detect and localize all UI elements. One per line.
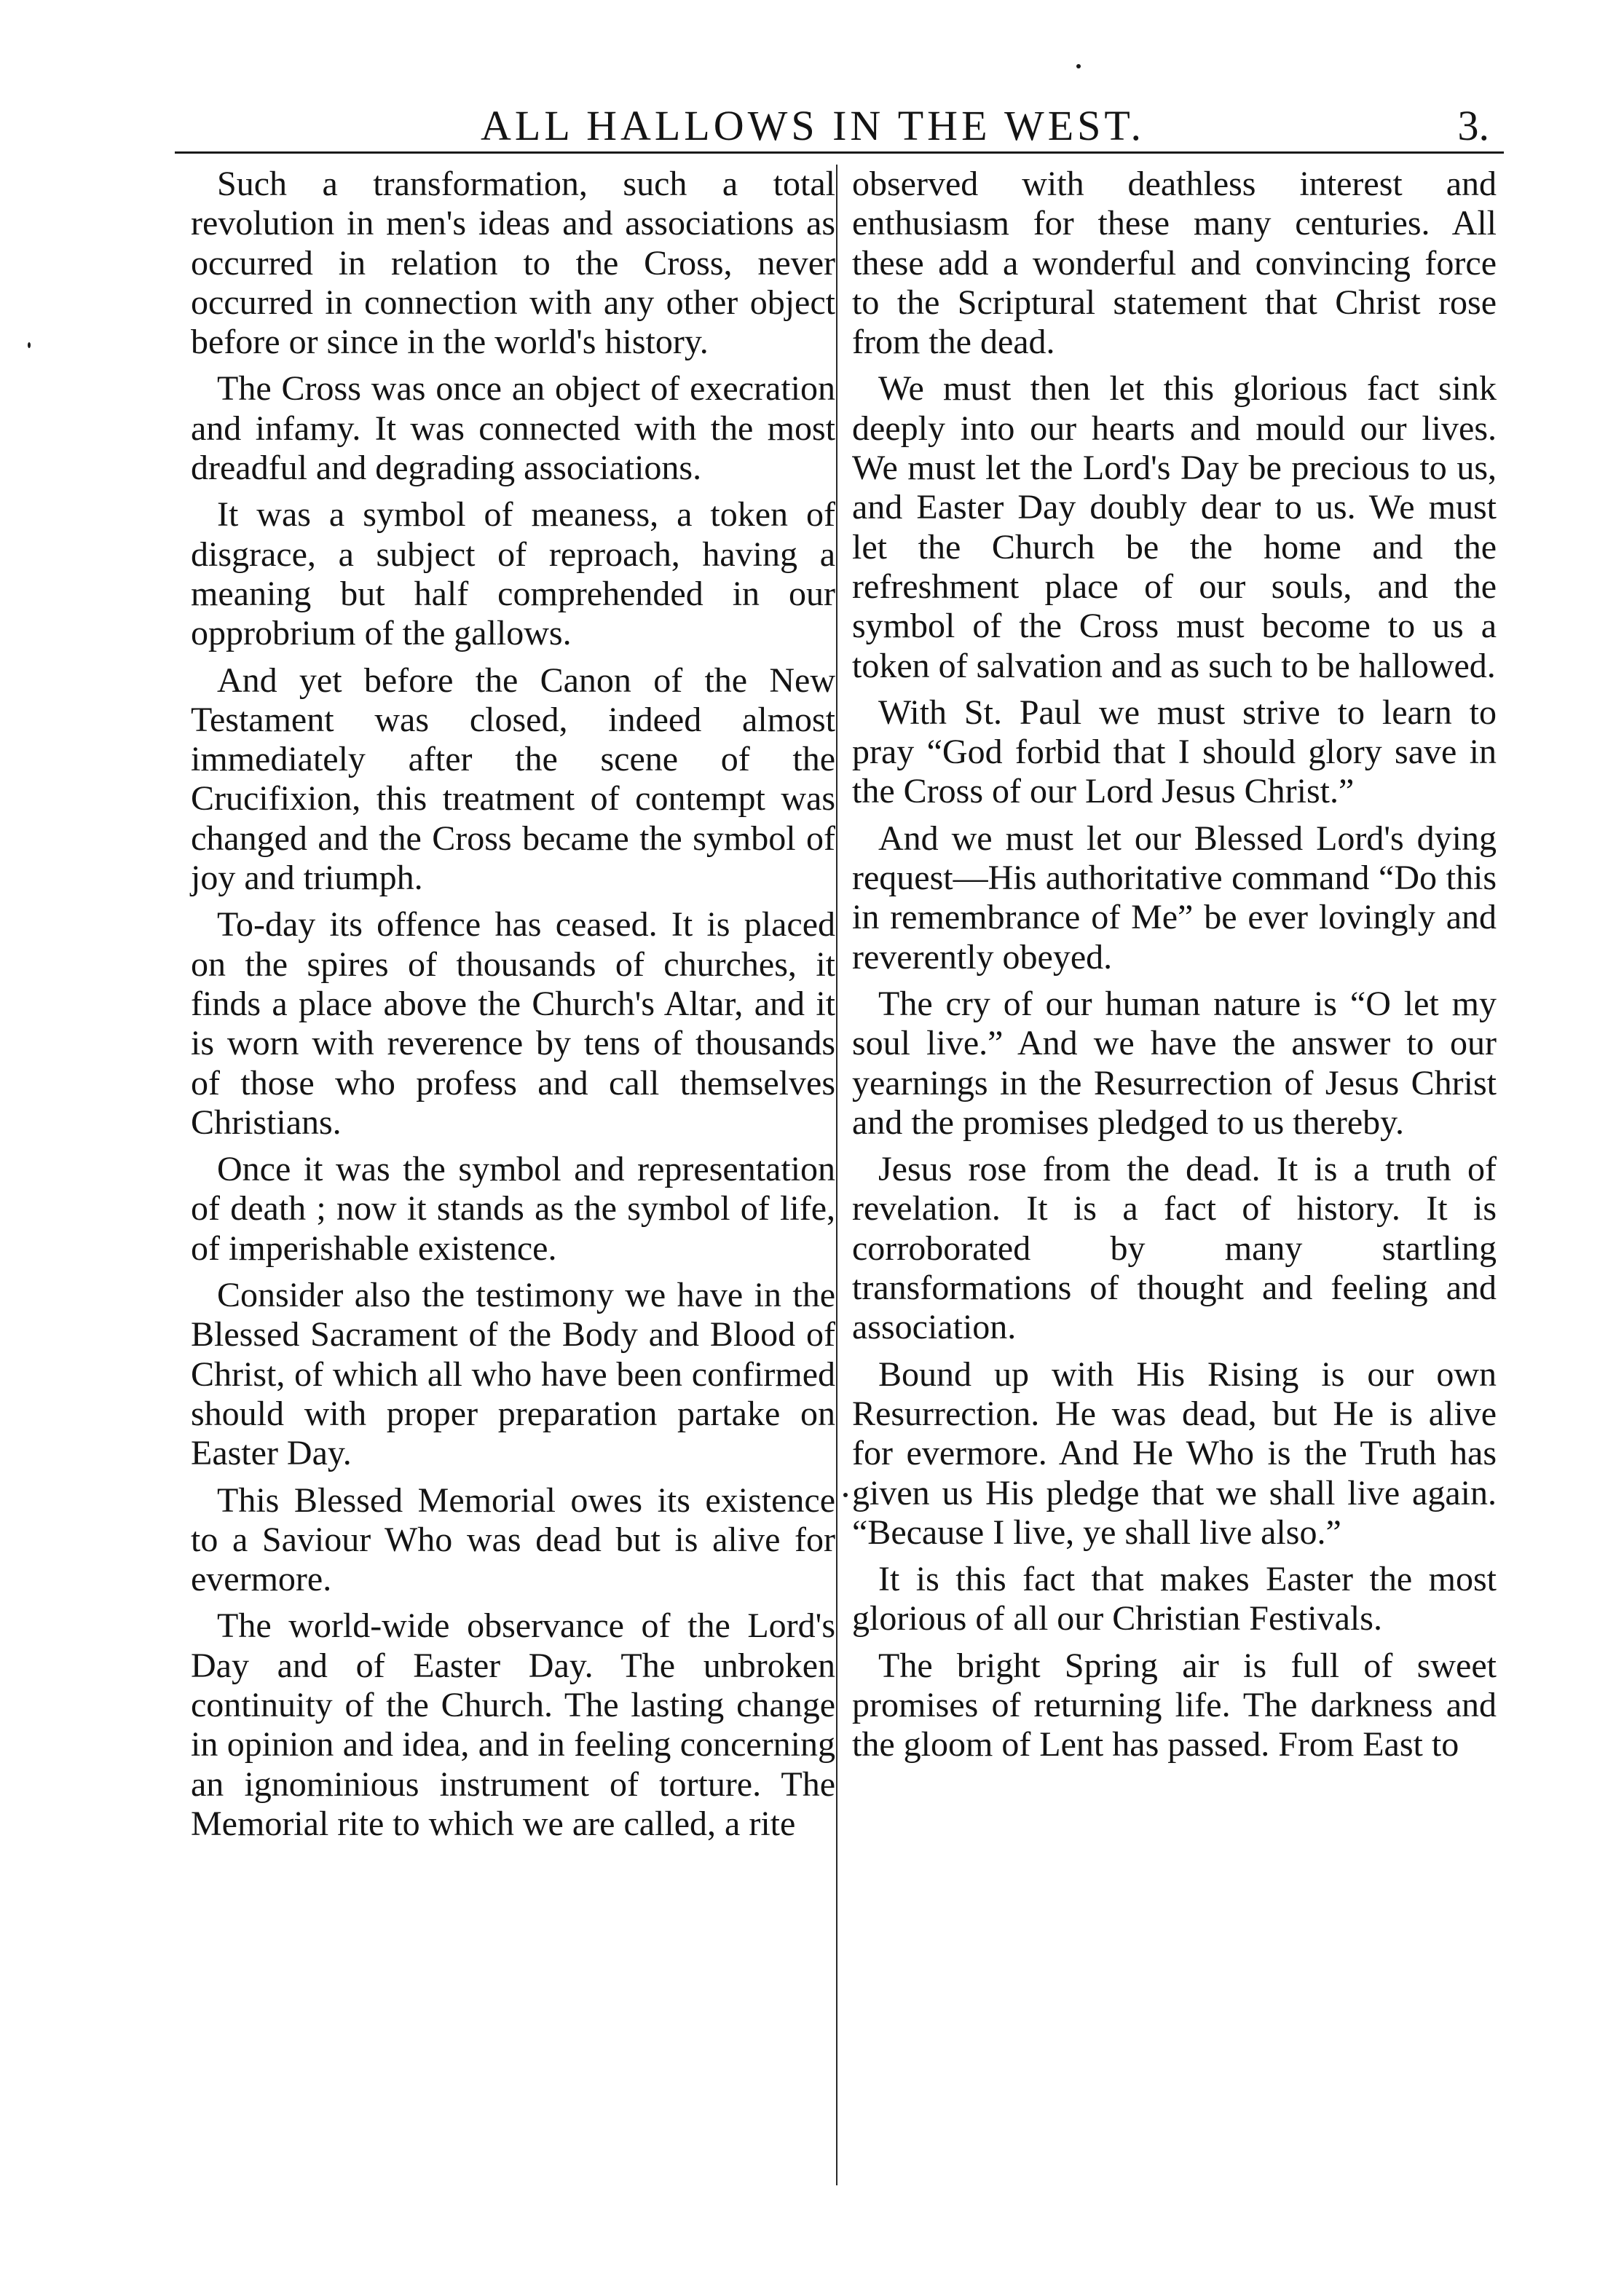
print-speck xyxy=(843,1493,848,1497)
paragraph: observed with deathless interest and enthusiasm for these many centuries. All these add a wonderful and convincing force to the Scriptural statement that Christ rose from the dead. xyxy=(852,165,1497,362)
paragraph: This Blessed Memorial owes its existence to a Saviour Who was dead but is alive for evermore. xyxy=(191,1480,835,1599)
paragraph: The world-wide observance of the Lord's Day and of Easter Day. The unbroken continuity of the Church. The lasting change in opinion and idea, and in feeling concerning an ignominious instrument of torture. The Memorial rite to which we are called, a rite xyxy=(191,1606,835,1843)
page-header xyxy=(175,100,1504,151)
header-rule xyxy=(175,151,1504,154)
paragraph: It was a symbol of meaness, a token of disgrace, a subject of reproach, having a meaning but half comprehended in our opprobrium of the gallows. xyxy=(191,495,835,653)
paragraph: And yet before the Canon of the New Testament was closed, indeed almost immediately after the scene of the Crucifixion, this treatment of contempt was changed and the Cross became the symbol of joy and triumph. xyxy=(191,660,835,898)
paragraph: To-day its offence has ceased. It is placed on the spires of thousands of churches, it finds a place above the Church's Altar, and it is worn with reverence by tens of thousands of those who profess and call themselves Christians. xyxy=(191,905,835,1142)
paragraph: We must then let this glorious fact sink deeply into our hearts and mould our lives. We must let the Lord's Day be precious to us, and Easter Day doubly dear to us. We must let the Church be the home and the refreshment place of our souls, and the symbol of the Cross must become to us a token of salvation and as such to be hallowed. xyxy=(852,369,1497,685)
paragraph: Consider also the testimony we have in the Blessed Sacrament of the Body and Blood of Christ, of which all who have been confirmed should with proper preparation partake on Easter Day. xyxy=(191,1276,835,1473)
paragraph: Bound up with His Rising is our own Resurrection. He was dead, but He is alive for evermore. And He Who is the Truth has given us His pledge that we shall live again. “Because I live, ye shall live also.” xyxy=(852,1354,1497,1552)
running-title: ALL HALLOWS IN THE WEST. xyxy=(481,102,1146,149)
right-column xyxy=(852,165,1497,1772)
left-column xyxy=(191,165,835,1851)
column-divider xyxy=(836,165,837,2185)
print-speck xyxy=(28,342,31,348)
paragraph: The Cross was once an object of execration and infamy. It was connected with the most dreadful and degrading associations. xyxy=(191,369,835,488)
paragraph: Jesus rose from the dead. It is a truth of revelation. It is a fact of history. It is corroborated by many startling transformations of thought and feeling and association. xyxy=(852,1150,1497,1347)
paragraph: The bright Spring air is full of sweet promises of returning life. The darkness and the gloom of Lent has passed. From East to xyxy=(852,1646,1497,1764)
paragraph: Such a transformation, such a total revolution in men's ideas and associations as occurred in relation to the Cross, never occurred in connection with any other object before or since in the world's history. xyxy=(191,165,835,362)
page-number: 3. xyxy=(1457,102,1489,149)
paragraph: It is this fact that makes Easter the most glorious of all our Christian Festivals. xyxy=(852,1560,1497,1638)
paragraph: The cry of our human nature is “O let my soul live.” And we have the answer to our yearnings in the Resurrection of Jesus Christ and the promises pledged to us thereby. xyxy=(852,984,1497,1142)
paragraph: Once it was the symbol and representation of death ; now it stands as the symbol of life, of imperishable existence. xyxy=(191,1150,835,1268)
print-speck xyxy=(1076,64,1081,68)
paragraph: With St. Paul we must strive to learn to pray “God forbid that I should glory save in the Cross of our Lord Jesus Christ.” xyxy=(852,693,1497,811)
paragraph: And we must let our Blessed Lord's dying request—His authoritative command “Do this in remembrance of Me” be ever lovingly and reverently obeyed. xyxy=(852,818,1497,977)
